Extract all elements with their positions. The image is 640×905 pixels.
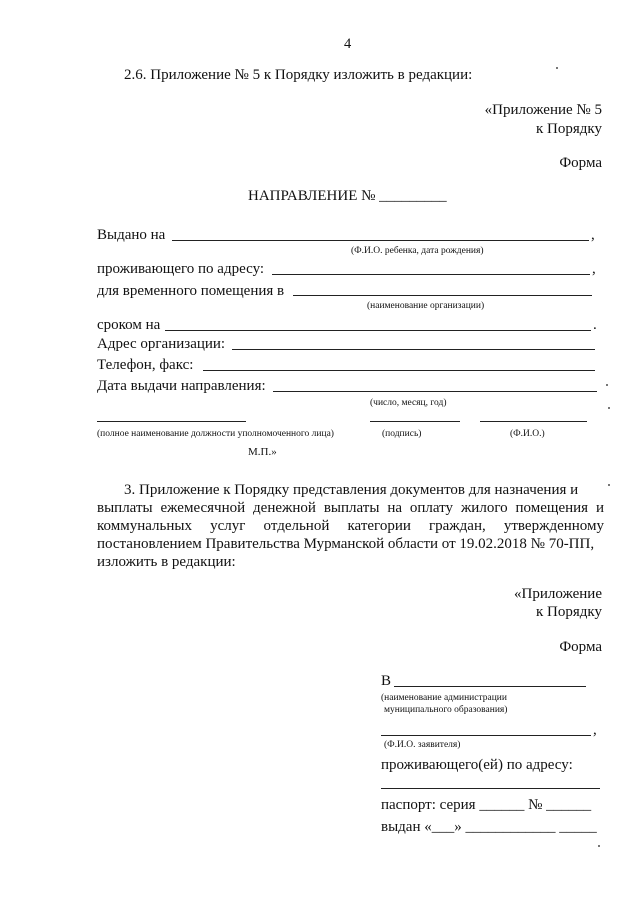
term-label: сроком на xyxy=(97,317,161,333)
date-hint: (число, месяц, год) xyxy=(370,398,447,408)
position-hint: (полное наименование должности уполномоченного лица) xyxy=(97,429,334,439)
section-3-line3: коммунальных услуг отдельной категории граждан, утвержденному xyxy=(97,518,604,534)
comma-mark: , xyxy=(592,261,596,277)
phone-fax-label: Телефон, факс: xyxy=(97,357,194,373)
residing-address-field[interactable] xyxy=(381,788,600,789)
issued-to-field[interactable] xyxy=(172,240,589,241)
scan-speck xyxy=(608,407,610,409)
scan-speck xyxy=(608,484,610,486)
passport-line: паспорт: серия ______ № ______ xyxy=(381,797,592,813)
scan-speck xyxy=(606,384,608,386)
appendix5-form-label: Форма xyxy=(559,155,602,171)
term-field[interactable] xyxy=(165,330,591,331)
admin-hint-line2: муниципального образования) xyxy=(384,705,508,715)
org-address-field[interactable] xyxy=(232,349,595,350)
position-field[interactable] xyxy=(97,421,246,422)
administration-field[interactable] xyxy=(394,686,586,687)
issued-to-label: Выдано на xyxy=(97,227,166,243)
residing-label: проживающего(ей) по адресу: xyxy=(381,757,573,773)
appendix5-header-line2: к Порядку xyxy=(536,121,602,137)
scan-speck xyxy=(556,67,558,69)
appendix2-form-label: Форма xyxy=(559,639,602,655)
scan-speck xyxy=(598,845,600,847)
address-label: проживающего по адресу: xyxy=(97,261,265,277)
signature-hint: (подпись) xyxy=(382,429,422,439)
organization-hint: (наименование организации) xyxy=(367,301,485,311)
org-address-label: Адрес организации: xyxy=(97,336,226,352)
address-field[interactable] xyxy=(272,274,590,275)
section-3-line2: выплаты ежемесячной денежной выплаты на оплату жилого помещения и xyxy=(97,500,604,516)
name-hint: (Ф.И.О.) xyxy=(510,429,545,439)
phone-fax-field[interactable] xyxy=(203,370,595,371)
section-3-line1: 3. Приложение к Порядку представления документов для назначения и xyxy=(124,482,579,498)
appendix2-header-line2: к Порядку xyxy=(536,604,602,620)
applicant-hint: (Ф.И.О. заявителя) xyxy=(384,740,461,750)
organization-field[interactable] xyxy=(293,295,592,296)
passport-issued-line: выдан «___» ____________ _____ xyxy=(381,819,597,835)
comma-mark: , xyxy=(593,722,597,738)
stamp-mark: М.П.» xyxy=(248,446,277,458)
applicant-name-field[interactable] xyxy=(381,735,591,736)
period-mark: . xyxy=(593,317,597,333)
comma-mark: , xyxy=(591,227,595,243)
section-3-line4: постановлением Правительства Мурманской области от 19.02.2018 № 70-ПП, xyxy=(97,536,595,552)
admin-hint-line1: (наименование администрации xyxy=(381,693,507,703)
name-field[interactable] xyxy=(480,421,587,422)
appendix2-header-line1: «Приложение xyxy=(513,586,602,602)
signature-field[interactable] xyxy=(370,421,460,422)
section-3-line5: изложить в редакции: xyxy=(97,554,236,570)
referral-title: НАПРАВЛЕНИЕ № _________ xyxy=(248,188,447,204)
appendix5-header-line1: «Приложение № 5 xyxy=(484,102,602,118)
section-2-6-text: 2.6. Приложение № 5 к Порядку изложить в редакции: xyxy=(124,67,473,83)
temp-placement-label: для временного помещения в xyxy=(97,283,285,299)
issue-date-field[interactable] xyxy=(273,391,597,392)
issue-date-label: Дата выдачи направления: xyxy=(97,378,266,394)
to-label: В xyxy=(381,673,392,689)
issued-to-hint: (Ф.И.О. ребенка, дата рождения) xyxy=(351,246,484,256)
page-number: 4 xyxy=(344,36,352,52)
